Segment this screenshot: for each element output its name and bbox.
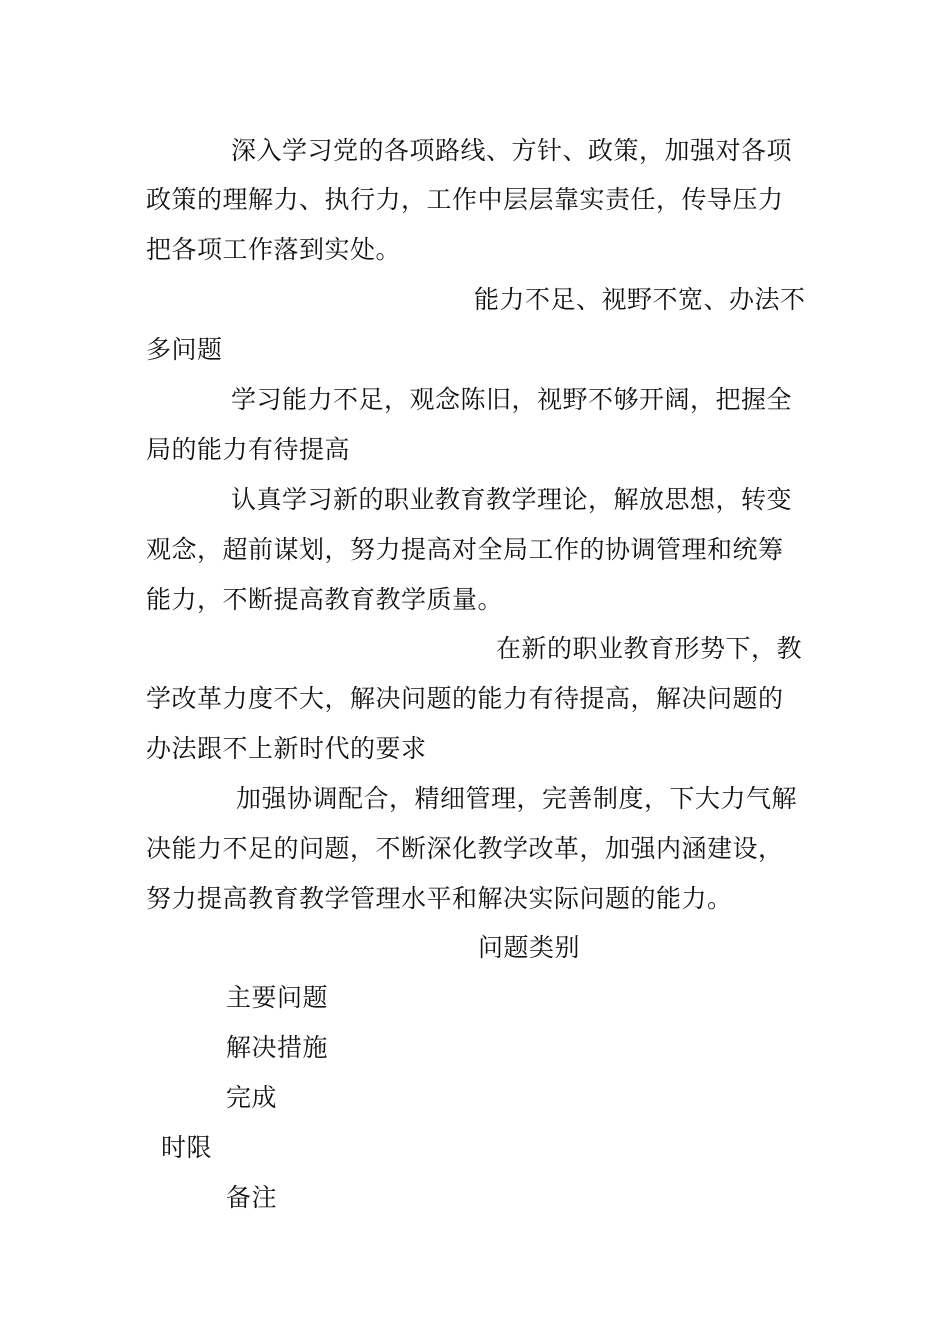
table-header-category: 问题类别 xyxy=(478,933,581,962)
text-line: 加强协调配合，精细管理，完善制度，下大力气解 xyxy=(236,784,798,813)
text-line: 深入学习党的各项路线、方针、政策，加强对各项 xyxy=(231,136,793,165)
text-line: 学改革力度不大，解决问题的能力有待提高，解决问题的 xyxy=(146,684,784,713)
text-line: 办法跟不上新时代的要求 xyxy=(146,734,427,763)
text-line: 把各项工作落到实处。 xyxy=(146,235,402,264)
table-header-measures: 解决措施 xyxy=(226,1033,329,1062)
text-line: 政策的理解力、执行力，工作中层层靠实责任，传导压力 xyxy=(146,185,784,214)
table-header-main-problem: 主要问题 xyxy=(226,983,329,1012)
text-line: 学习能力不足，观念陈旧，视野不够开阔，把握全 xyxy=(231,385,793,414)
text-line: 能力，不断提高教育教学质量。 xyxy=(146,585,504,614)
table-header-completion: 完成 xyxy=(226,1083,278,1112)
text-line: 观念，超前谋划，努力提高对全局工作的协调管理和统筹 xyxy=(146,535,784,564)
text-line: 局的能力有待提高 xyxy=(146,435,351,464)
text-line: 努力提高教育教学管理水平和解决实际问题的能力。 xyxy=(146,884,733,913)
table-header-time-limit: 时限 xyxy=(161,1133,213,1162)
text-line: 认真学习新的职业教育教学理论，解放思想，转变 xyxy=(231,485,793,514)
table-header-remarks: 备注 xyxy=(226,1183,278,1212)
text-line: 多问题 xyxy=(146,335,223,364)
text-line: 决能力不足的问题，不断深化教学改革，加强内涵建设， xyxy=(146,834,784,863)
text-line: 能力不足、视野不宽、办法不 xyxy=(474,285,806,314)
text-line: 在新的职业教育形势下，教 xyxy=(496,634,803,663)
